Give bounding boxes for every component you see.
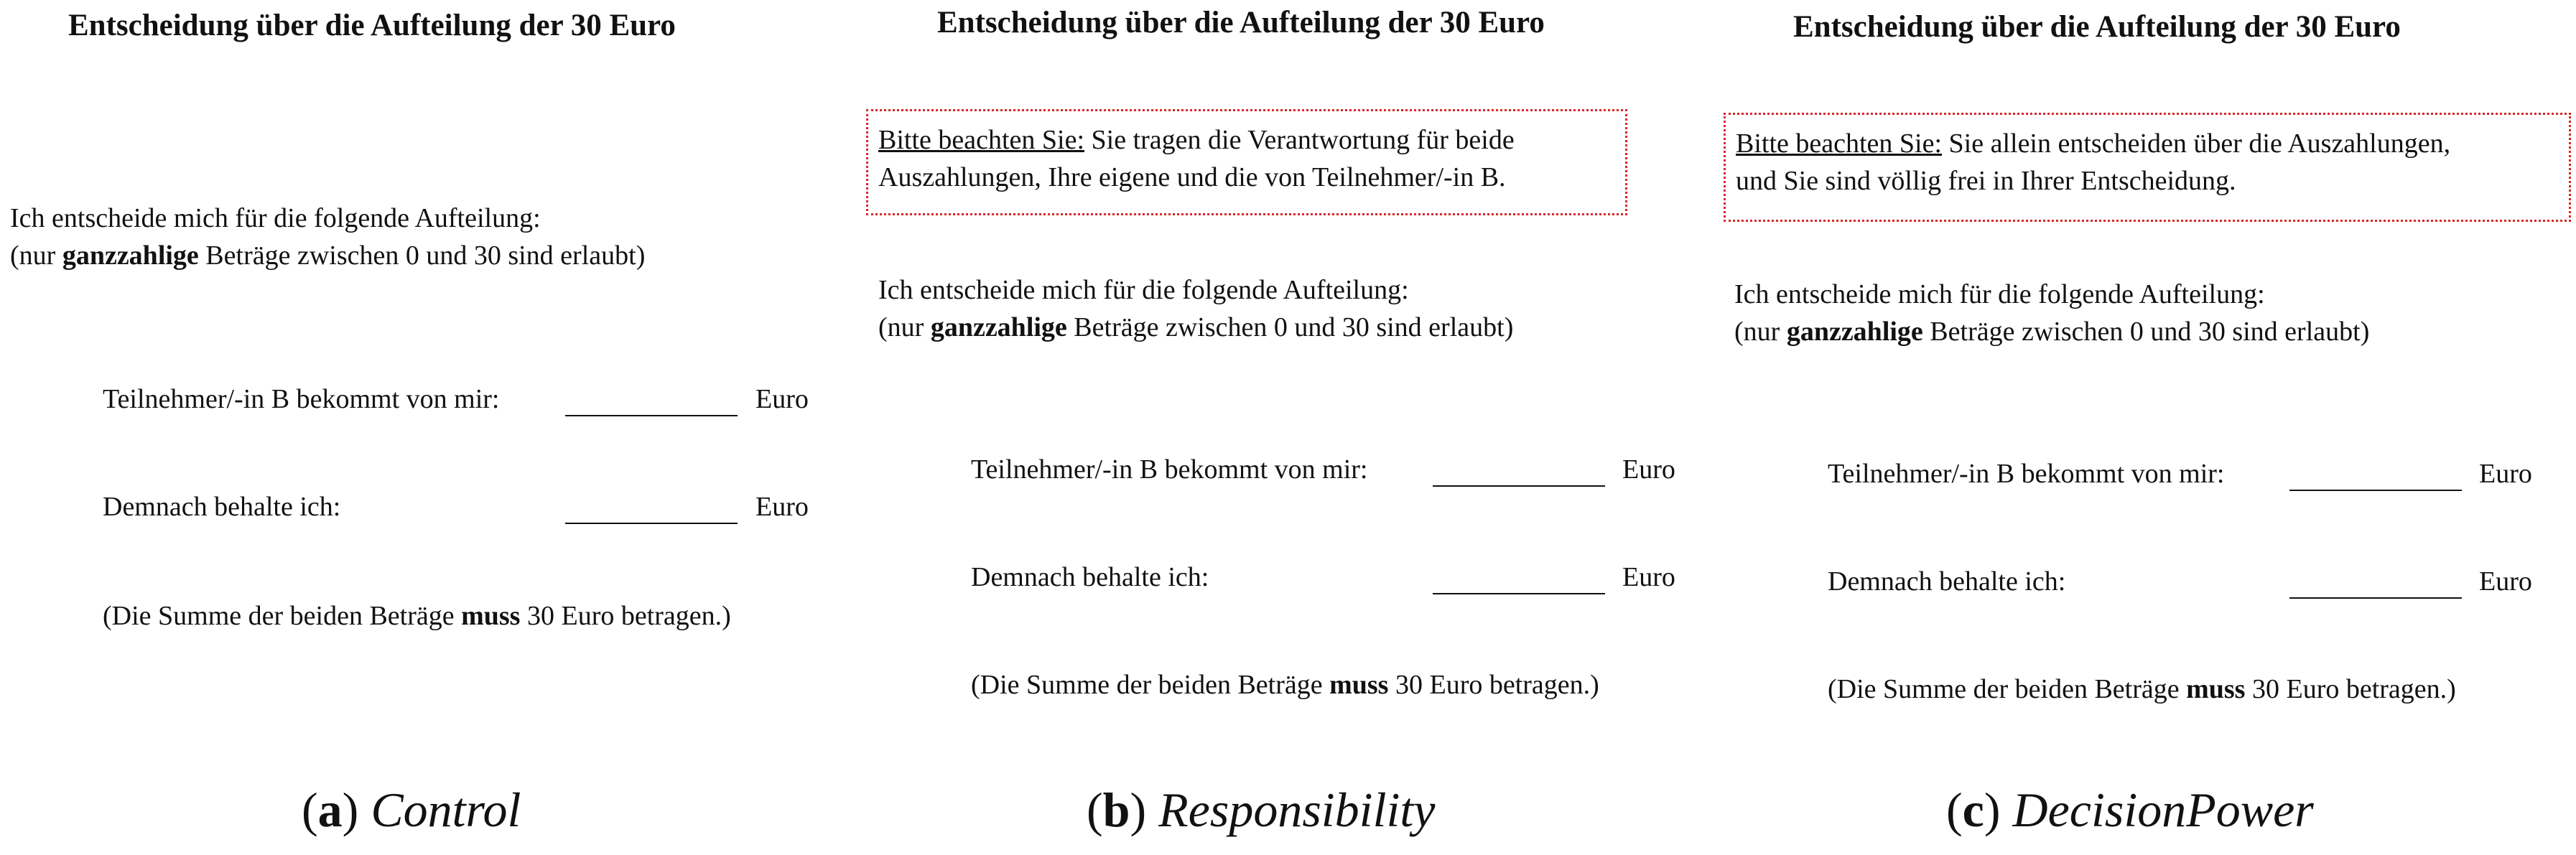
row-keep-unit: Euro	[1622, 562, 1675, 592]
figure-caption: (c) DecisionPower	[1946, 782, 2314, 837]
row-keep-unit: Euro	[2479, 566, 2532, 597]
panel-decision-power	[1716, 0, 2576, 855]
figure-caption: (b) Responsibility	[1087, 782, 1436, 837]
notice-box	[1724, 113, 2571, 222]
row-keep-unit: Euro	[755, 492, 809, 522]
row-partner-label: Teilnehmer/-in B bekommt von mir:	[103, 384, 500, 414]
decision-instruction	[878, 271, 1513, 346]
partner-amount-blank[interactable]	[2289, 490, 2462, 491]
decision-line-1: Ich entscheide mich für die folgende Aufteilung:	[878, 275, 1409, 305]
sum-note: (Die Summe der beiden Beträge muss 30 Euro betragen.)	[103, 601, 731, 631]
row-partner-unit: Euro	[1622, 454, 1675, 485]
decision-instruction	[10, 200, 645, 274]
decision-line-1: Ich entscheide mich für die folgende Aufteilung:	[1734, 279, 2265, 309]
decision-instruction	[1734, 276, 2369, 350]
decision-line-2: (nur ganzzahlige Beträge zwischen 0 und 30 sind erlaubt)	[10, 240, 646, 271]
row-keep-label: Demnach behalte ich:	[1828, 566, 2066, 597]
sum-note: (Die Summe der beiden Beträge muss 30 Euro betragen.)	[1828, 674, 2456, 704]
notice-line-1: Bitte beachten Sie: Sie allein entscheiden über die Auszahlungen,	[1736, 129, 2451, 159]
sum-note: (Die Summe der beiden Beträge muss 30 Euro betragen.)	[971, 670, 1599, 700]
panel-responsibility	[858, 0, 1716, 855]
notice-box	[866, 109, 1627, 215]
decision-line-2: (nur ganzzahlige Beträge zwischen 0 und 30 sind erlaubt)	[1734, 317, 2370, 347]
partner-amount-blank[interactable]	[565, 415, 738, 416]
panel-heading: Entscheidung über die Aufteilung der 30 Euro	[937, 6, 1545, 39]
row-keep-label: Demnach behalte ich:	[971, 562, 1209, 592]
notice-line-1: Bitte beachten Sie: Sie tragen die Verantwortung für beide	[878, 125, 1515, 155]
keep-amount-blank[interactable]	[2289, 597, 2462, 599]
decision-line-1: Ich entscheide mich für die folgende Aufteilung:	[10, 203, 541, 233]
panel-heading: Entscheidung über die Aufteilung der 30 Euro	[68, 9, 676, 42]
panel-control	[0, 0, 855, 855]
row-partner-unit: Euro	[2479, 459, 2532, 489]
row-keep-label: Demnach behalte ich:	[103, 492, 341, 522]
keep-amount-blank[interactable]	[565, 523, 738, 524]
partner-amount-blank[interactable]	[1433, 485, 1605, 487]
row-partner-unit: Euro	[755, 384, 809, 414]
keep-amount-blank[interactable]	[1433, 593, 1605, 594]
figure-caption: (a) Control	[302, 782, 521, 837]
panel-heading: Entscheidung über die Aufteilung der 30 Euro	[1793, 10, 2401, 44]
decision-line-2: (nur ganzzahlige Beträge zwischen 0 und 30 sind erlaubt)	[878, 312, 1514, 342]
row-partner-label: Teilnehmer/-in B bekommt von mir:	[1828, 459, 2225, 489]
notice-line-2: Auszahlungen, Ihre eigene und die von Teilnehmer/-in B.	[878, 162, 1506, 192]
notice-line-2: und Sie sind völlig frei in Ihrer Entscheidung.	[1736, 166, 2236, 196]
row-partner-label: Teilnehmer/-in B bekommt von mir:	[971, 454, 1368, 485]
